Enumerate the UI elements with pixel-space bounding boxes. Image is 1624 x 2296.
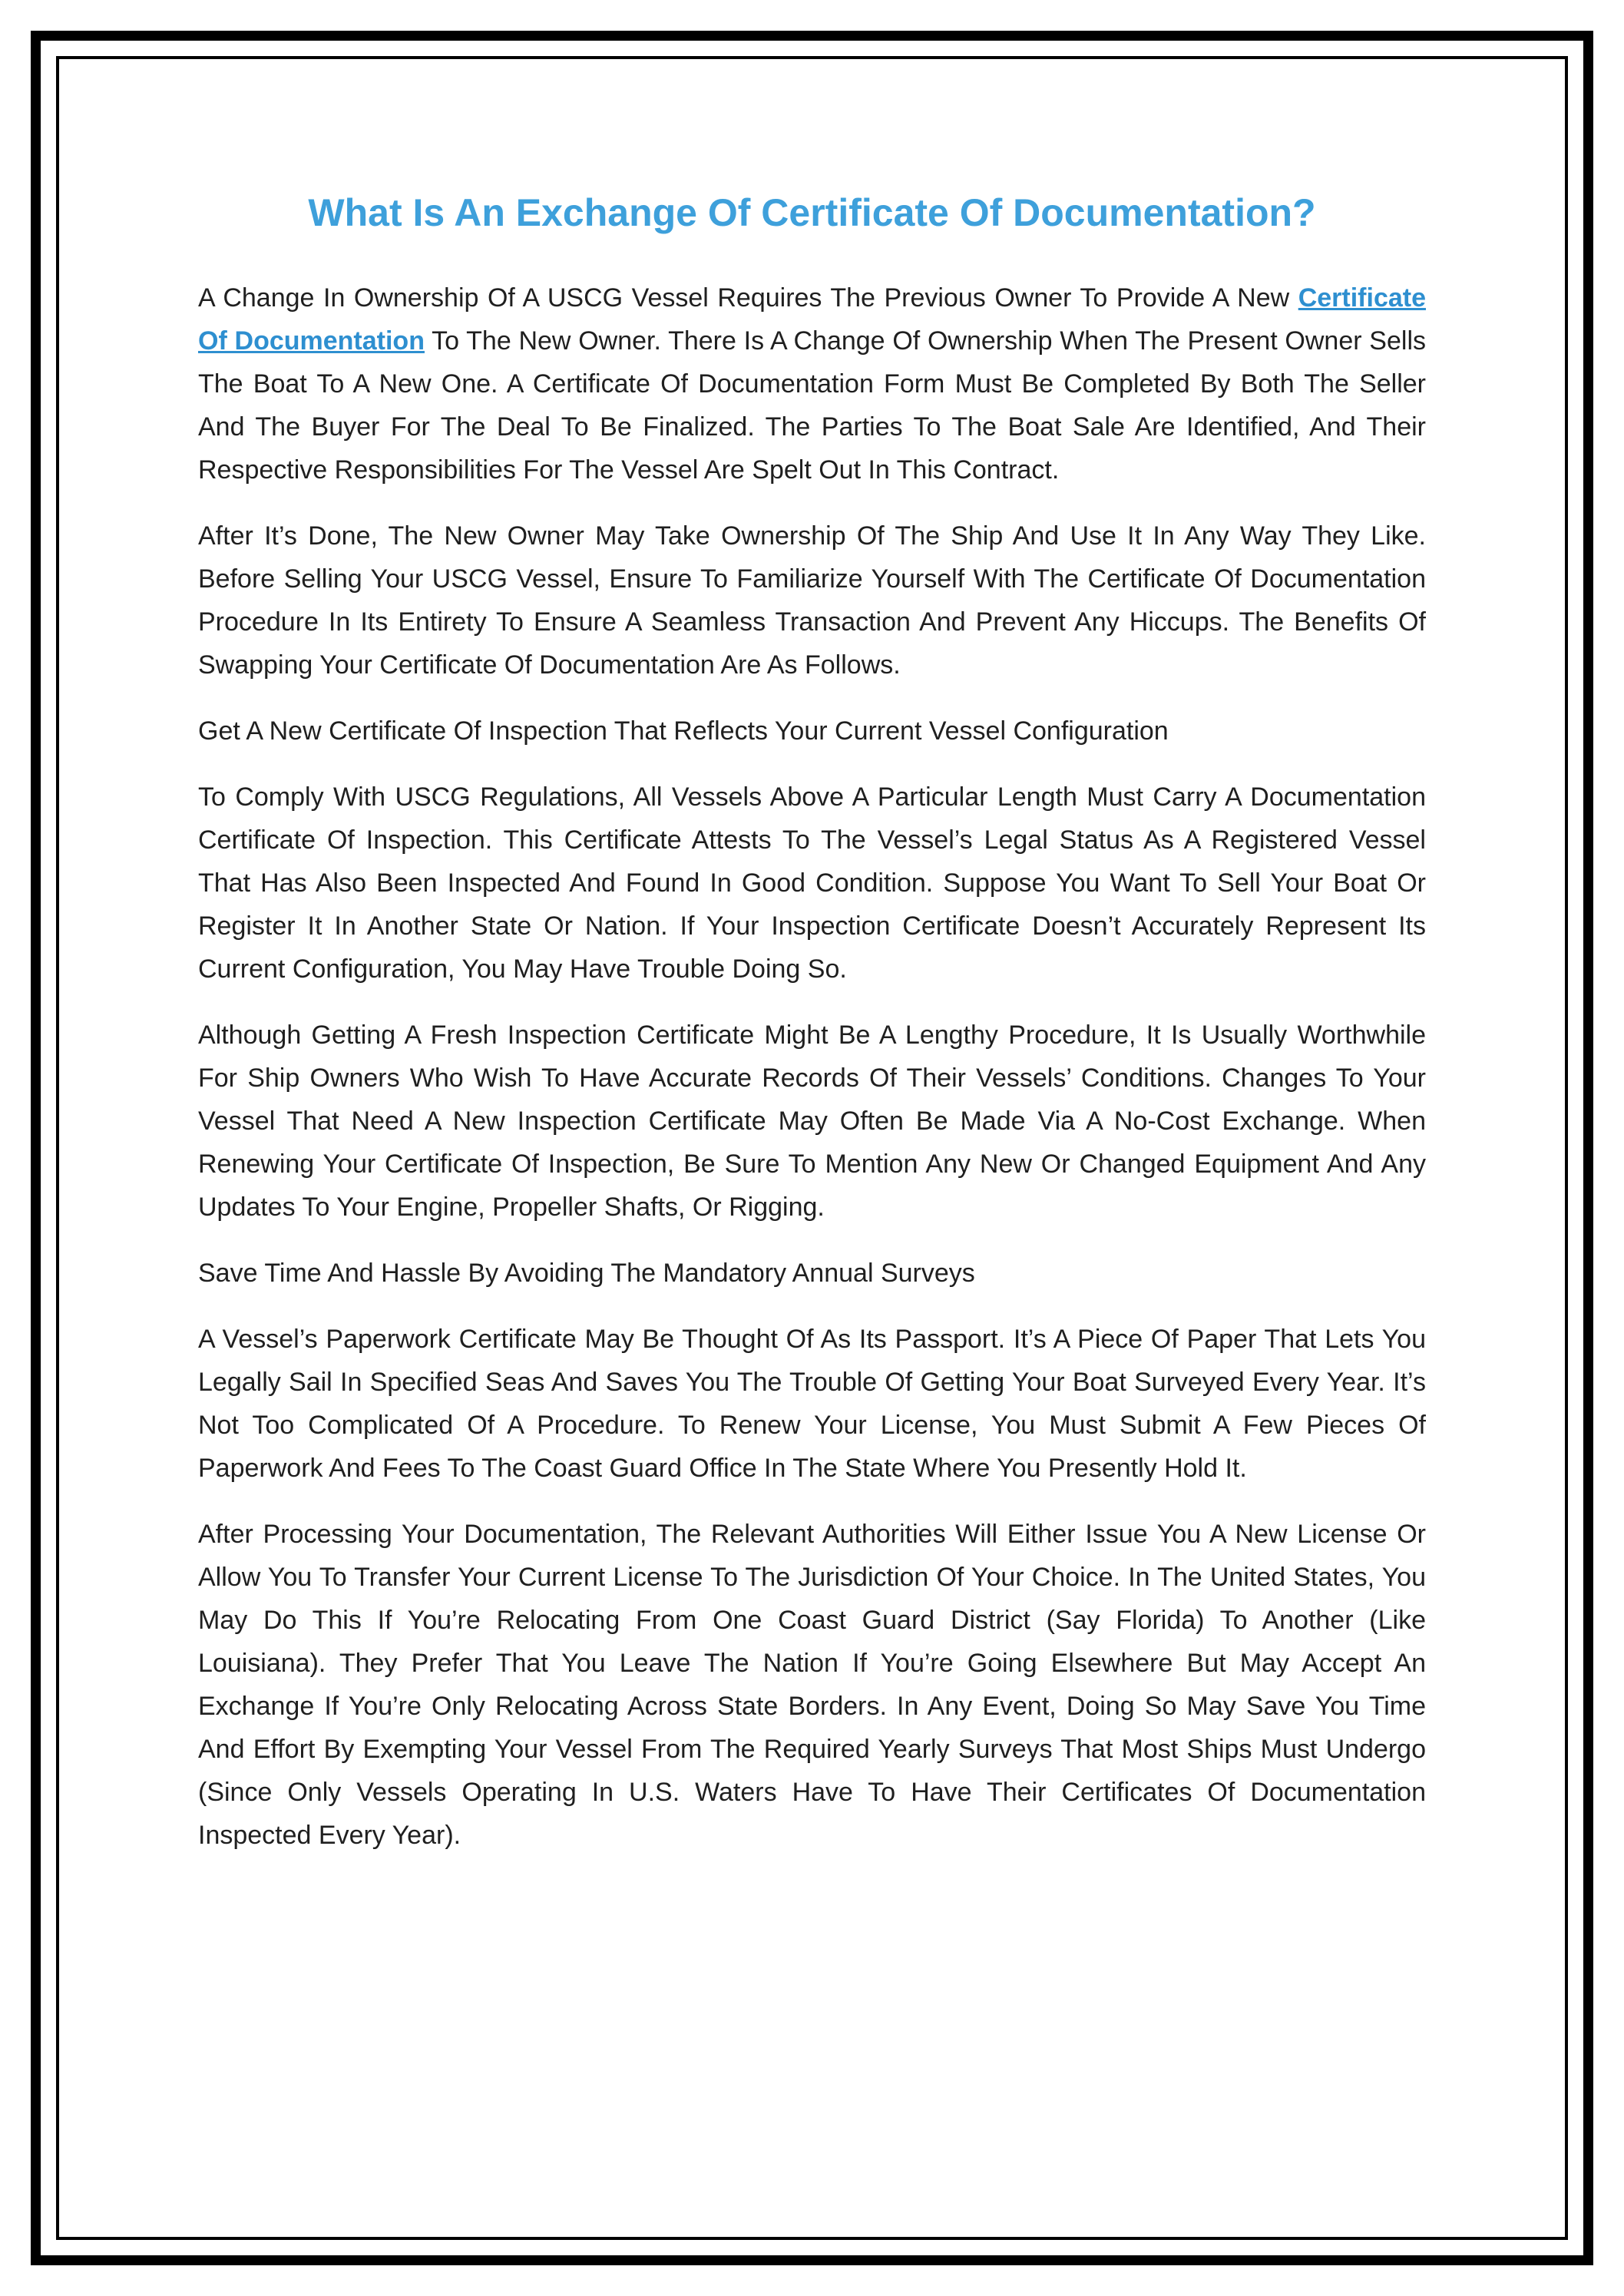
paragraph-after-its-done: After It’s Done, The New Owner May Take Ownership Of The Ship And Use It In Any Way They Like. Before Selling Your USCG Vessel, Ensure To Familiarize Yourself With The Certificate Of Documentation Procedure In Its Entirety To Ensure A Seamless Transaction And Prevent Any Hiccups. The Benefits Of Swapping Your Certificate Of Documentation Are As Follows. [198, 521, 1426, 680]
document-content [198, 190, 1426, 1880]
paragraph-after-processing-documentation: After Processing Your Documentation, The Relevant Authorities Will Either Issue You A New License Or Allow You To Transfer Your Current License To The Jurisdiction Of Your Choice. In The United States, You May Do This If You’re Relocating From One Coast Guard District (Say Florida) To Another (Like Louisiana). They Prefer That You Leave The Nation If You’re Going Elsewhere But May Accept An Exchange If You’re Only Relocating Across State Borders. In Any Event, Doing So May Save You Time And Effort By Exempting Your Vessel From The Required Yearly Surveys That Most Ships Must Undergo (Since Only Vessels Operating In U.S. Waters Have To Have Their Certificates Of Documentation Inspected Every Year). [198, 1520, 1426, 1850]
certificate-of-documentation-link[interactable]: Certificate Of Documentation [198, 283, 1426, 356]
paragraph-comply-with-uscg: To Comply With USCG Regulations, All Vessels Above A Particular Length Must Carry A Documentation Certificate Of Inspection. This Certificate Attests To The Vessel’s Legal Status As A Registered Vessel That Has Also Been Inspected And Found In Good Condition. Suppose You Want To Sell Your Boat Or Register It In Another State Or Nation. If Your Inspection Certificate Doesn’t Accurately Represent Its Current Configuration, You May Have Trouble Doing So. [198, 782, 1426, 984]
subheading-save-time-and-hassle: Save Time And Hassle By Avoiding The Mandatory Annual Surveys [198, 1259, 975, 1288]
subheading-new-certificate-of-inspection: Get A New Certificate Of Inspection That Reflects Your Current Vessel Configuration [198, 716, 1169, 746]
intro-text-after-link: To The New Owner. There Is A Change Of Ownership When The Present Owner Sells The Boat To A New One. A Certificate Of Documentation Form Must Be Completed By Both The Seller And The Buyer For The Deal To Be Finalized. The Parties To The Boat Sale Are Identified, And Their Respective Responsibilities For The Vessel Are Spelt Out In This Contract. [198, 326, 1426, 485]
intro-text-before-link: A Change In Ownership Of A USCG Vessel Requires The Previous Owner To Provide A New [198, 283, 1298, 313]
paragraph-intro [198, 276, 1426, 491]
paragraph-fresh-inspection-certificate: Although Getting A Fresh Inspection Certificate Might Be A Lengthy Procedure, It Is Usually Worthwhile For Ship Owners Who Wish To Have Accurate Records Of Their Vessels’ Conditions. Changes To Your Vessel That Need A New Inspection Certificate May Often Be Made Via A No-Cost Exchange. When Renewing Your Certificate Of Inspection, Be Sure To Mention Any New Or Changed Equipment And Any Updates To Your Engine, Propeller Shafts, Or Rigging. [198, 1021, 1426, 1222]
page-title: What Is An Exchange Of Certificate Of Documentation? [308, 191, 1316, 234]
paragraph-vessels-paperwork-certificate: A Vessel’s Paperwork Certificate May Be Thought Of As Its Passport. It’s A Piece Of Paper That Lets You Legally Sail In Specified Seas And Saves You The Trouble Of Getting Your Boat Surveyed Every Year. It’s Not Too Complicated Of A Procedure. To Renew Your License, You Must Submit A Few Pieces Of Paperwork And Fees To The Coast Guard Office In The State Where You Presently Hold It. [198, 1325, 1426, 1483]
